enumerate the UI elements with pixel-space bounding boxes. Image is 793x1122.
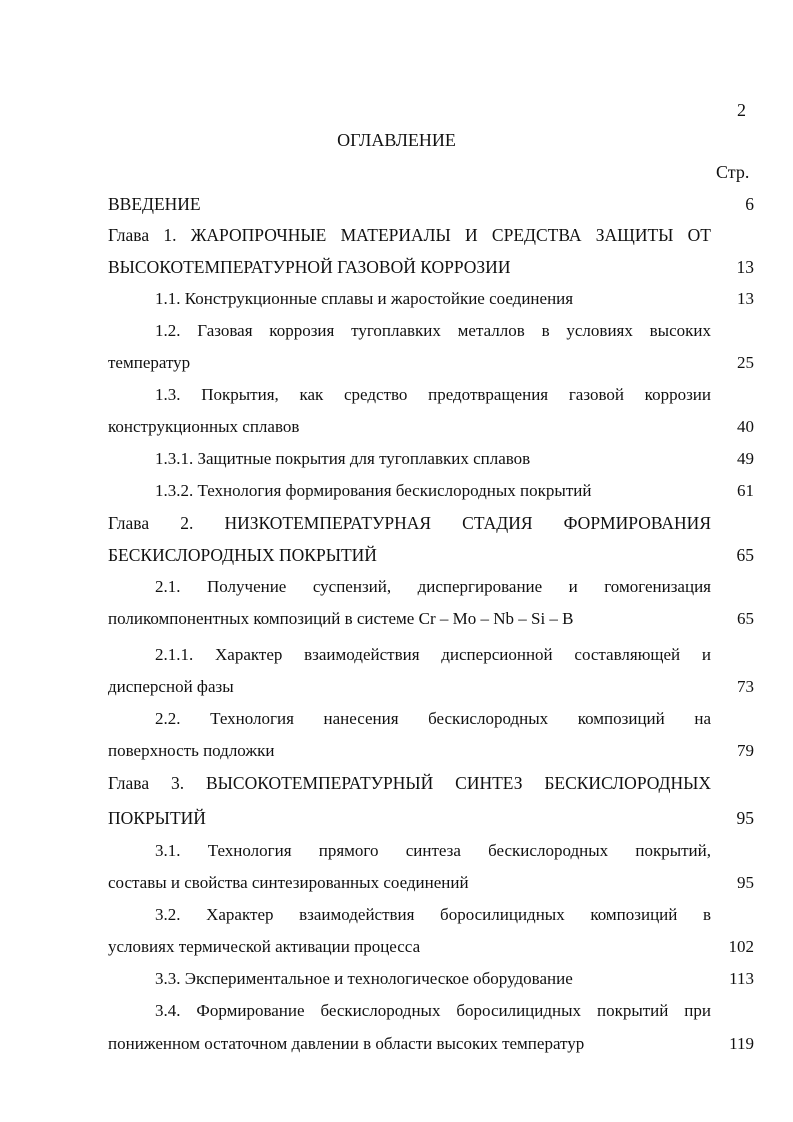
toc-entry-text: 3.2. Характер взаимодействия боросилицидных композиций в xyxy=(155,905,711,924)
toc-entry-chapter-2-cont[interactable] xyxy=(0,543,793,567)
toc-entry-text: 2.1. Получение суспензий, диспергирование и гомогенизация xyxy=(155,577,711,596)
toc-entry-chapter-1[interactable] xyxy=(0,223,793,247)
toc-entry-page: 65 xyxy=(737,609,754,628)
toc-entry-page: 13 xyxy=(737,289,754,308)
toc-entry-text: поверхность подложки xyxy=(108,741,275,760)
toc-entry-text: 2.1.1. Характер взаимодействия дисперсионной составляющей и xyxy=(155,645,711,664)
toc-entry-text: 1.1. Конструкционные сплавы и жаростойкие соединения xyxy=(155,289,574,308)
toc-entry-text: составы и свойства синтезированных соединений xyxy=(108,873,469,892)
toc-entry-chapter-1-cont[interactable] xyxy=(0,255,793,279)
toc-entry-3-2-cont[interactable] xyxy=(0,935,793,959)
toc-entry-text: пониженном остаточном давлении в области высоких температур xyxy=(108,1034,585,1053)
toc-entry-page: 13 xyxy=(736,257,754,277)
toc-entry-text: условиях термической активации процесса xyxy=(108,937,421,956)
toc-entry-1-1[interactable] xyxy=(0,287,793,311)
toc-entry-text: ПОКРЫТИЙ xyxy=(108,808,206,828)
toc-entry-text: Глава 2. НИЗКОТЕМПЕРАТУРНАЯ СТАДИЯ ФОРМИРОВАНИЯ xyxy=(108,513,711,533)
toc-entry-text: конструкционных сплавов xyxy=(108,417,300,436)
toc-entry-page: 79 xyxy=(737,741,754,760)
toc-entry-3-4[interactable] xyxy=(0,999,793,1023)
toc-entry-chapter-3-cont[interactable] xyxy=(0,806,793,830)
toc-entry-page: 73 xyxy=(737,677,754,696)
toc-entry-text: поликомпонентных композиций в системе Cr – Mo – Nb – Si – B xyxy=(108,609,574,628)
toc-entry-page: 40 xyxy=(737,417,754,436)
toc-entry-2-1-1[interactable] xyxy=(0,643,793,667)
page-column-label: Стр. xyxy=(716,162,750,182)
toc-entry-text: Глава 1. ЖАРОПРОЧНЫЕ МАТЕРИАЛЫ И СРЕДСТВА ЗАЩИТЫ ОТ xyxy=(108,225,711,245)
toc-entry-1-3-cont[interactable] xyxy=(0,415,793,439)
toc-entry-1-2-cont[interactable] xyxy=(0,351,793,375)
toc-entry-2-1[interactable] xyxy=(0,575,793,599)
toc-entry-text: 3.1. Технология прямого синтеза бескислородных покрытий, xyxy=(155,841,711,860)
page-title: ОГЛАВЛЕНИЕ xyxy=(337,130,456,150)
toc-entry-page: 102 xyxy=(728,937,754,956)
toc-entry-3-1-cont[interactable] xyxy=(0,871,793,895)
toc-entry-text: 2.2. Технология нанесения бескислородных композиций на xyxy=(155,709,711,728)
toc-entry-3-1[interactable] xyxy=(0,839,793,863)
toc-entry-3-4-cont[interactable] xyxy=(0,1032,793,1056)
toc-entry-1-3-1[interactable] xyxy=(0,447,793,471)
toc-entry-text: дисперсной фазы xyxy=(108,677,234,696)
toc-entry-1-3-2[interactable] xyxy=(0,479,793,503)
toc-entry-page: 6 xyxy=(745,194,754,214)
toc-entry-2-1-cont[interactable] xyxy=(0,607,793,631)
toc-entry-2-2[interactable] xyxy=(0,707,793,731)
toc-entry-text: Глава 3. ВЫСОКОТЕМПЕРАТУРНЫЙ СИНТЕЗ БЕСКИСЛОРОДНЫХ xyxy=(108,773,711,793)
toc-entry-text: ВЫСОКОТЕМПЕРАТУРНОЙ ГАЗОВОЙ КОРРОЗИИ xyxy=(108,257,511,277)
toc-entry-page: 119 xyxy=(729,1034,754,1053)
toc-entry-text: 1.3. Покрытия, как средство предотвращения газовой коррозии xyxy=(155,385,711,404)
toc-entry-text: температур xyxy=(108,353,191,372)
toc-entry-text: БЕСКИСЛОРОДНЫХ ПОКРЫТИЙ xyxy=(108,545,377,565)
toc-entry-text: 1.3.2. Технология формирования бескислородных покрытий xyxy=(155,481,592,500)
toc-entry-text: 3.3. Экспериментальное и технологическое оборудование xyxy=(155,969,573,988)
toc-entry-page: 61 xyxy=(737,481,754,500)
toc-entry-1-2[interactable] xyxy=(0,319,793,343)
toc-entry-2-2-cont[interactable] xyxy=(0,739,793,763)
toc-entry-text: 1.2. Газовая коррозия тугоплавких металлов в условиях высоких xyxy=(155,321,711,340)
toc-entry-2-1-1-cont[interactable] xyxy=(0,675,793,699)
toc-entry-page: 49 xyxy=(737,449,754,468)
toc-entry-chapter-2[interactable] xyxy=(0,511,793,535)
toc-entry-page: 25 xyxy=(737,353,754,372)
toc-entry-page: 95 xyxy=(736,808,754,828)
toc-entry-introduction[interactable] xyxy=(0,192,793,216)
page-number: 2 xyxy=(737,100,746,120)
toc-entry-3-3[interactable] xyxy=(0,967,793,991)
toc-entry-text: ВВЕДЕНИЕ xyxy=(108,194,201,214)
toc-entry-1-3[interactable] xyxy=(0,383,793,407)
toc-entry-chapter-3[interactable] xyxy=(0,771,793,795)
toc-entry-3-2[interactable] xyxy=(0,903,793,927)
toc-entry-text: 1.3.1. Защитные покрытия для тугоплавких сплавов xyxy=(155,449,531,468)
toc-entry-page: 65 xyxy=(736,545,754,565)
toc-entry-page: 95 xyxy=(737,873,754,892)
toc-entry-page: 113 xyxy=(729,969,754,988)
toc-entry-text: 3.4. Формирование бескислородных боросилицидных покрытий при xyxy=(155,1001,711,1020)
